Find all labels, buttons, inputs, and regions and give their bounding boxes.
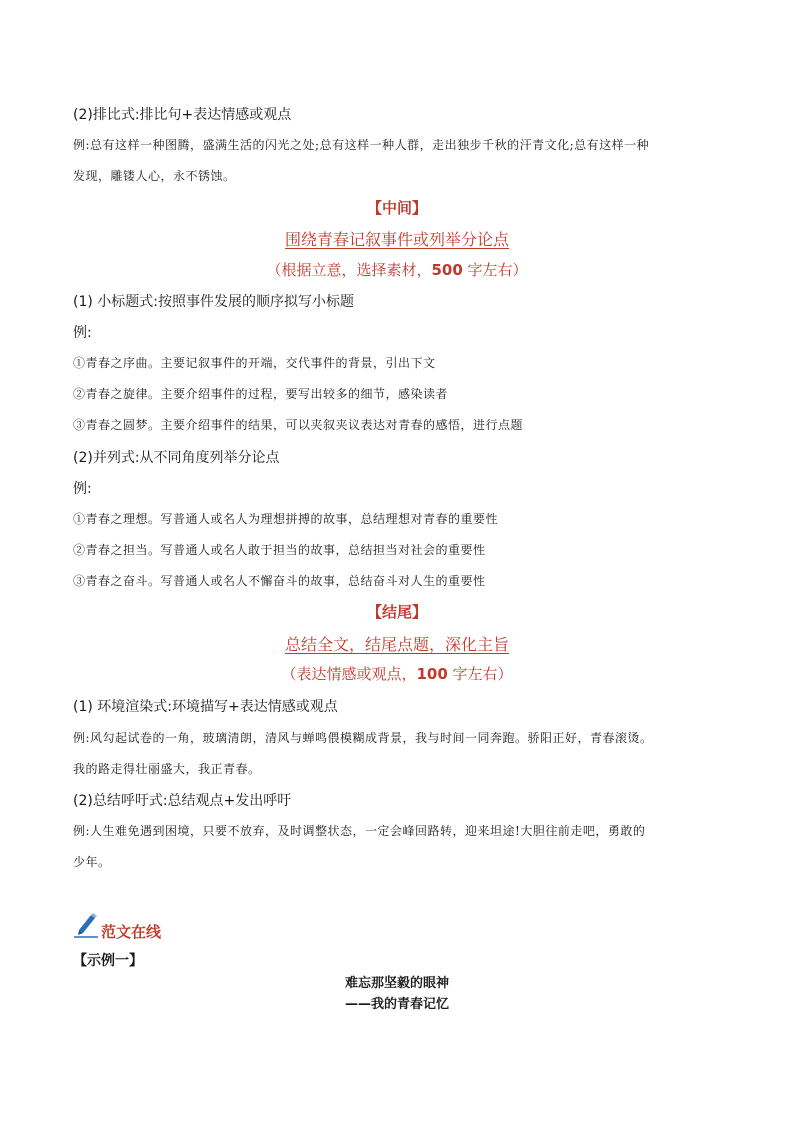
ending-s2-line-2: 少年。 bbox=[73, 855, 111, 869]
intro-example-line-1: 例:总有这样一种图腾，盛满生活的闪光之处;总有这样一种人群，走出独步千秋的汗青文化;总有这样一种 bbox=[73, 138, 650, 152]
ending-note bbox=[0, 663, 794, 684]
fanwen-heading bbox=[73, 912, 161, 942]
ending-s2-heading: (2)总结呼吁式:总结观点+发出呼吁 bbox=[73, 793, 292, 809]
list-item: ①青春之理想。写普通人或名人为理想拼搏的故事，总结理想对青春的重要性 bbox=[73, 512, 499, 526]
ending-subtitle-wrap bbox=[0, 632, 794, 655]
middle-s1-example: 例: bbox=[73, 325, 92, 341]
ending-note-close: 字左右） bbox=[447, 665, 513, 683]
ending-s2-line-1: 例:人生难免遇到困境，只要不放弃，及时调整状态，一定会峰回路转，迎来坦途!大胆往前走吧，勇敢的 bbox=[73, 824, 646, 838]
middle-section-title: 【中间】 bbox=[366, 199, 427, 217]
ending-s1-heading: (1) 环境渲染式:环境描写+表达情感或观点 bbox=[73, 699, 338, 715]
middle-note-close: 字左右） bbox=[462, 261, 528, 279]
list-item: ③青春之奋斗。写普通人或名人不懈奋斗的故事，总结奋斗对人生的重要性 bbox=[73, 574, 486, 588]
fanwen-title: 范文在线 bbox=[101, 923, 162, 941]
middle-s1-heading: (1) 小标题式:按照事件发展的顺序拟写小标题 bbox=[73, 294, 354, 310]
middle-s2-example: 例: bbox=[73, 481, 92, 497]
middle-note-open: （根据立意，选择素材， bbox=[266, 261, 432, 279]
intro-example-line-2: 发现，雕镂人心，永不锈蚀。 bbox=[73, 169, 236, 183]
list-item: ①青春之序曲。主要记叙事件的开端，交代事件的背景，引出下文 bbox=[73, 356, 436, 370]
example-label: 【示例一】 bbox=[73, 953, 143, 969]
ending-s1-line-2: 我的路走得壮丽盛大，我正青春。 bbox=[73, 762, 261, 776]
list-item: ②青春之担当。写普通人或名人敢于担当的故事，总结担当对社会的重要性 bbox=[73, 543, 486, 557]
ending-s1-line-1: 例:风勾起试卷的一角，玻璃清朗，清风与蝉鸣偎模糊成背景，我与时间一同奔跑。骄阳正好，青春滚烫。 bbox=[73, 731, 653, 745]
middle-s2-heading: (2)并列式:从不同角度列举分论点 bbox=[73, 450, 280, 466]
pencil-icon bbox=[73, 912, 99, 942]
list-item: ②青春之旋律。主要介绍事件的过程，要写出较多的细节，感染读者 bbox=[73, 387, 449, 401]
intro-heading: (2)排比式:排比句+表达情感或观点 bbox=[73, 107, 292, 123]
ending-note-number: 100 bbox=[416, 665, 448, 683]
essay-title: 难忘那坚毅的眼神 bbox=[344, 976, 449, 991]
middle-subtitle: 围绕青春记叙事件或列举分论点 bbox=[284, 230, 509, 249]
ending-section-title: 【结尾】 bbox=[366, 603, 427, 621]
middle-note bbox=[0, 259, 794, 280]
middle-note-number: 500 bbox=[431, 261, 463, 279]
ending-subtitle: 总结全文，结尾点题，深化主旨 bbox=[284, 635, 509, 654]
essay-subtitle: ——我的青春记忆 bbox=[344, 997, 449, 1012]
middle-subtitle-wrap bbox=[0, 227, 794, 250]
ending-note-open: （表达情感或观点， bbox=[281, 665, 417, 683]
list-item: ③青春之圆梦。主要介绍事件的结果，可以夹叙夹议表达对青春的感悟，进行点题 bbox=[73, 418, 524, 432]
